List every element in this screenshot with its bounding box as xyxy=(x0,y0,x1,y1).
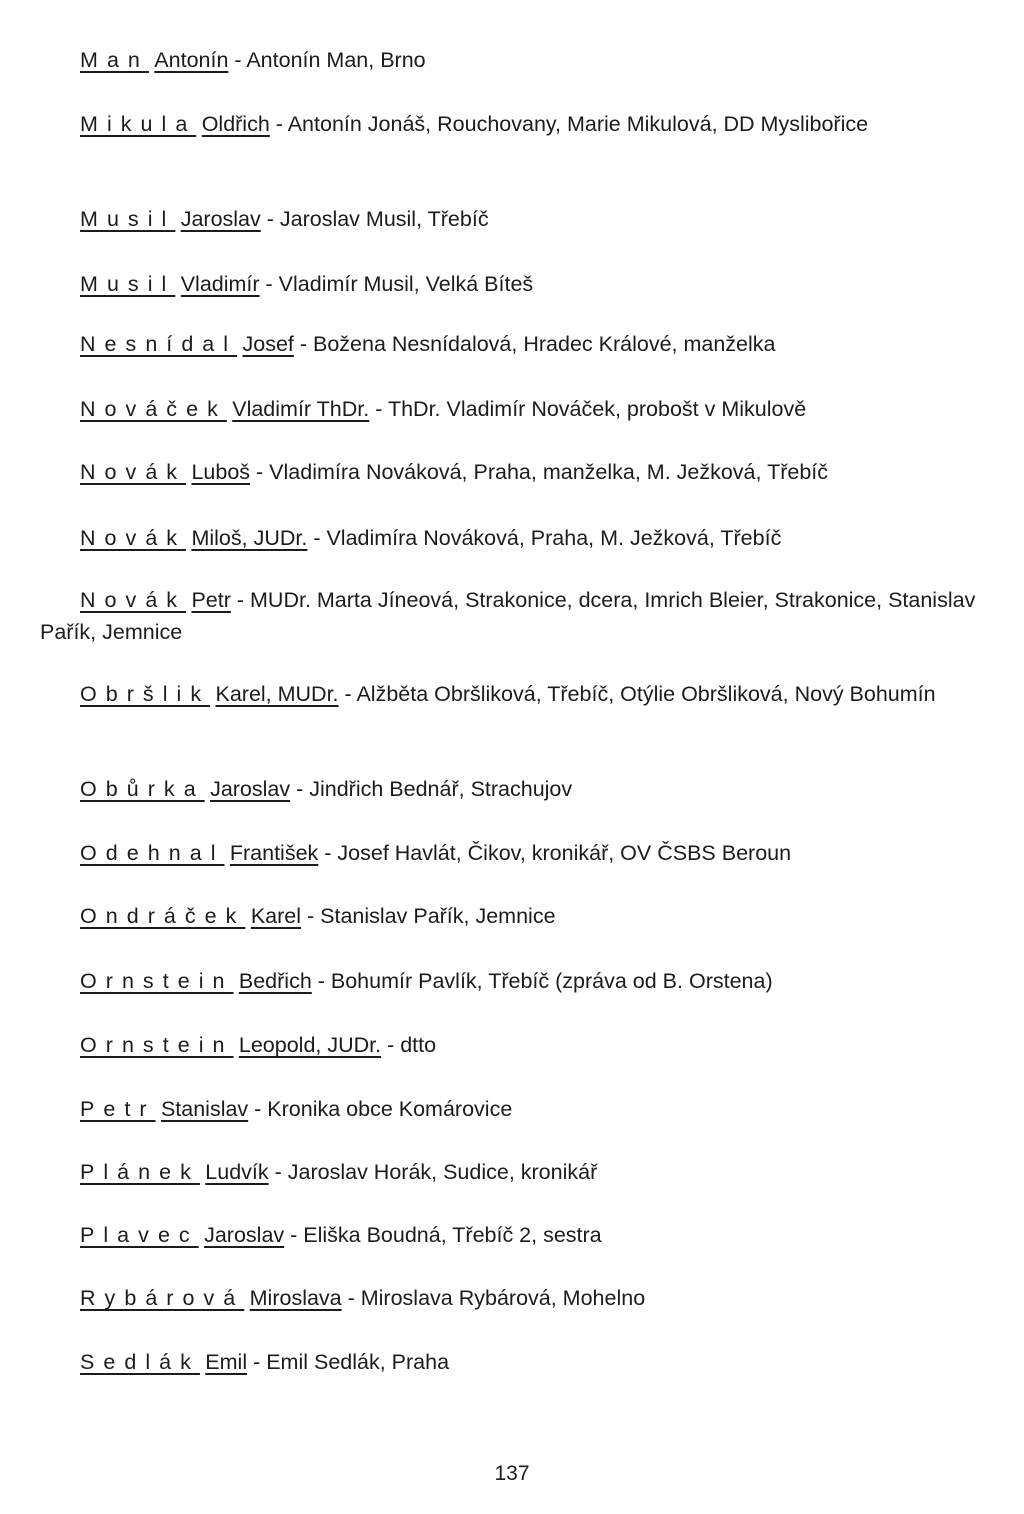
entry-man-antonin xyxy=(40,44,990,76)
entry-source: - Miroslava Rybárová, Mohelno xyxy=(341,1286,646,1310)
entry-surname: Musil xyxy=(80,207,176,231)
entry-plavec-jaroslav xyxy=(40,1219,990,1251)
entry-given-name: Karel, MUDr. xyxy=(215,682,339,706)
entry-given-name: Vladimír xyxy=(180,272,260,296)
entry-source: - Antonín Jonáš, Rouchovany, Marie Mikulová, DD Myslibořice xyxy=(269,112,869,136)
entry-given-name: Leopold, JUDr. xyxy=(238,1033,382,1057)
entry-ornstein-leopold xyxy=(40,1029,990,1061)
entry-source: - Alžběta Obršliková, Třebíč, Otýlie Obršliková, Nový Bohumín xyxy=(338,682,936,706)
entry-source: - Kronika obce Komárovice xyxy=(248,1097,513,1121)
entry-given-name: Miloš, JUDr. xyxy=(191,526,308,550)
entry-given-name: Antonín xyxy=(154,48,229,72)
entry-surname: Nesnídal xyxy=(80,332,238,356)
entry-musil-jaroslav xyxy=(40,203,990,235)
entry-novacek-vladimir xyxy=(40,393,990,425)
entry-surname: Novák xyxy=(80,588,187,612)
entry-surname: Mikula xyxy=(80,112,197,136)
entry-surname: Ornstein xyxy=(80,969,234,993)
entry-given-name: Bedřich xyxy=(238,969,312,993)
entry-source: - Jaroslav Musil, Třebíč xyxy=(260,207,489,231)
entry-surname: Man xyxy=(80,48,149,72)
entry-source: - Jindřich Bednář, Strachujov xyxy=(290,777,573,801)
entry-source: - Jaroslav Horák, Sudice, kronikář xyxy=(268,1160,598,1184)
entry-oburka-jaroslav xyxy=(40,773,990,805)
entry-given-name: Stanislav xyxy=(160,1097,249,1121)
entry-surname: Obršlik xyxy=(80,682,211,706)
entry-odehnal-frantisek xyxy=(40,837,990,869)
entry-source: - dtto xyxy=(381,1033,437,1057)
entry-given-name: Vladimír ThDr. xyxy=(232,397,370,421)
entry-sedlak-emil xyxy=(40,1346,990,1378)
entry-source: - Vladimír Musil, Velká Bíteš xyxy=(259,272,534,296)
entry-source: - Emil Sedlák, Praha xyxy=(247,1350,450,1374)
entry-source: - Bohumír Pavlík, Třebíč (zpráva od B. Orstena) xyxy=(311,969,773,993)
entry-rybarova-miroslava xyxy=(40,1282,990,1314)
entry-obrslik-karel xyxy=(40,678,990,710)
entry-novak-milos xyxy=(40,522,990,554)
entry-ornstein-bedrich xyxy=(40,965,990,997)
entry-source: - Vladimíra Nováková, Praha, M. Ježková, Třebíč xyxy=(307,526,782,550)
entry-given-name: Josef xyxy=(242,332,294,356)
entry-given-name: Jaroslav xyxy=(180,207,261,231)
entry-given-name: Jaroslav xyxy=(204,1223,285,1247)
entry-given-name: Luboš xyxy=(191,460,251,484)
entry-nesnidal-josef xyxy=(40,328,990,360)
page-number: 137 xyxy=(494,1462,530,1485)
entry-source: - Vladimíra Nováková, Praha, manželka, M. Ježková, Třebíč xyxy=(250,460,829,484)
entry-source: - Antonín Man, Brno xyxy=(228,48,426,72)
entry-surname: Novák xyxy=(80,460,187,484)
entry-surname: Plavec xyxy=(80,1223,199,1247)
entry-source: - Stanislav Pařík, Jemnice xyxy=(301,904,556,928)
entry-surname: Obůrka xyxy=(80,777,205,801)
entry-source: - MUDr. Marta Jíneová, Strakonice, dcera, Imrich Bleier, Strakonice, Stanislav Pařík, Jemnice xyxy=(40,588,976,644)
entry-source: - Božena Nesnídalová, Hradec Králové, manželka xyxy=(293,332,776,356)
entry-source: - Josef Havlát, Čikov, kronikář, OV ČSBS Beroun xyxy=(318,841,792,865)
entry-surname: Sedlák xyxy=(80,1350,200,1374)
entry-surname: Ondráček xyxy=(80,904,246,928)
entry-musil-vladimir xyxy=(40,268,990,300)
entry-ondracek-karel xyxy=(40,900,990,932)
entry-surname: Nováček xyxy=(80,397,227,421)
entry-given-name: Karel xyxy=(250,904,302,928)
entry-petr-stanislav xyxy=(40,1093,990,1125)
entry-given-name: Jaroslav xyxy=(210,777,291,801)
entry-surname: Plánek xyxy=(80,1160,200,1184)
entry-surname: Petr xyxy=(80,1097,156,1121)
entry-novak-lubos xyxy=(40,456,990,488)
entry-surname: Musil xyxy=(80,272,176,296)
entry-mikula-oldrich xyxy=(40,108,990,140)
entry-surname: Novák xyxy=(80,526,187,550)
entry-novak-petr xyxy=(40,584,990,648)
entry-surname: Ornstein xyxy=(80,1033,234,1057)
entry-source: - ThDr. Vladimír Nováček, probošt v Mikulově xyxy=(369,397,807,421)
entry-given-name: Miroslava xyxy=(249,1286,342,1310)
entry-given-name: František xyxy=(229,841,319,865)
entry-source: - Eliška Boudná, Třebíč 2, sestra xyxy=(284,1223,602,1247)
entry-planek-ludvik xyxy=(40,1156,990,1188)
entry-given-name: Ludvík xyxy=(205,1160,269,1184)
entry-given-name: Petr xyxy=(191,588,231,612)
entry-surname: Odehnal xyxy=(80,841,225,865)
entry-surname: Rybárová xyxy=(80,1286,245,1310)
entry-given-name: Oldřich xyxy=(201,112,270,136)
entry-given-name: Emil xyxy=(205,1350,248,1374)
